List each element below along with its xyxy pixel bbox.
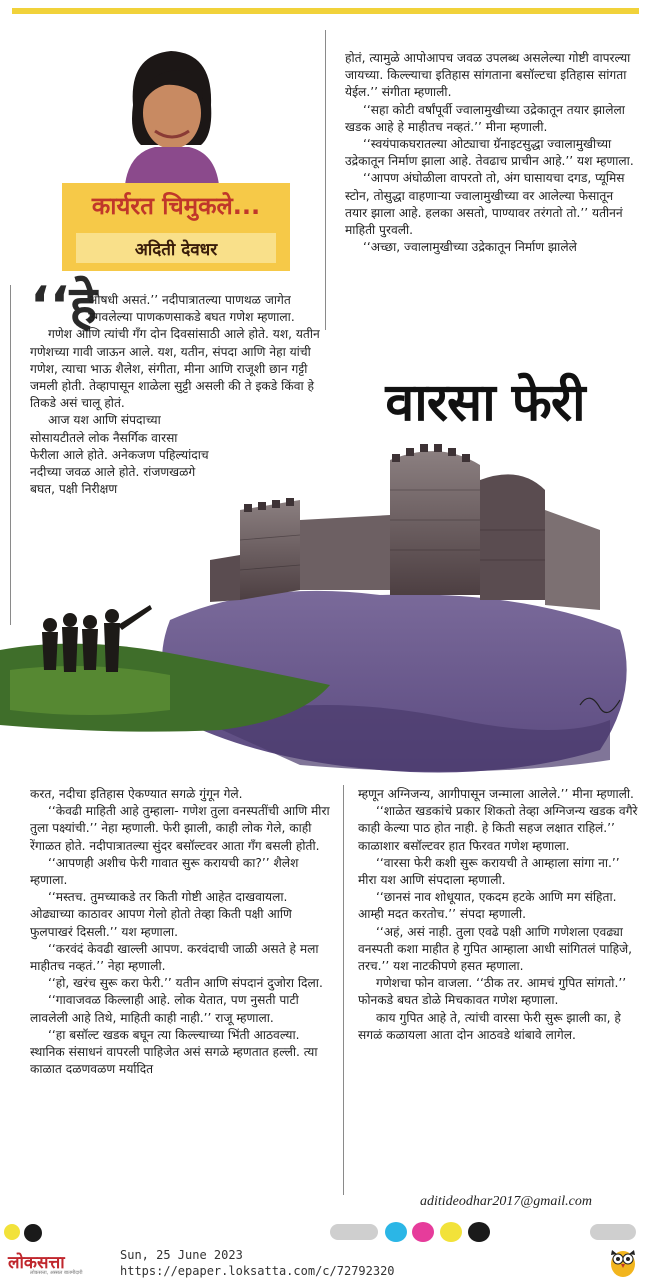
registration-dot: [590, 1224, 636, 1240]
registration-dot: [412, 1222, 434, 1242]
author-name: अदिती देवधर: [134, 240, 218, 260]
author-email: aditideodhar2017@gmail.com: [420, 1194, 592, 1209]
paragraph: आज यश आणि संपदाच्या सोसायटीतले लोक नैसर्गिक वारसा फेरीला आले होते. अनेकजण पहिल्यांदाच नदीच्या जवळ आले होते. रांजणखळगे बघत, पक्षी निरीक्षण: [30, 413, 209, 497]
article-column-4: [358, 786, 640, 1044]
registration-dot: [468, 1222, 490, 1242]
paragraph: ‘‘हा बसॉल्ट खडक बघून त्या किल्ल्याच्या भिंती आठवल्या. स्थानिक संसाधनं वापरली पाहिजेत असं सगळे म्हणतात हल्ली. त्या काळात दळणवळण मर्यादित: [30, 1027, 318, 1077]
column-divider: [343, 785, 344, 1195]
loksatta-logo: लोकसत्ता: [8, 1253, 65, 1272]
headline: वारसा फेरी: [385, 373, 585, 433]
paragraph: ‘‘आपण अंघोळीला वापरतो तो, अंग घासायचा दगड, प्यूमिस स्टोन, तोसुद्धा वाहणाऱ्या ज्वालामुखीच्या वर आलेल्या फेसातून तयार झाला आहे. हलका असतो, पाण्यावर तरंगतो तो.’’ यतीननं माहिती पुरवली.: [345, 171, 625, 238]
paragraph: म्हणून अग्निजन्य, आगीपासून जन्माला आलेले.’’ मीना म्हणाली.: [358, 787, 634, 801]
paragraph: ‘‘अच्छा, ज्वालामुखीच्या उद्रेकातून निर्माण झालेले: [363, 240, 577, 255]
epaper-url[interactable]: https://epaper.loksatta.com/c/72792320: [120, 1264, 395, 1278]
paragraph: ‘‘शाळेत खडकांचे प्रकार शिकतो तेव्हा अग्निजन्य खडक वगैरे काही केल्या पाठ होत नाही. हे किती सहज लक्षात राहिलं.’’ काळाशार बसॉल्टवर हात फिरवत गणेश म्हणाला.: [358, 804, 638, 853]
registration-dot: [385, 1222, 407, 1242]
registration-dot: [440, 1222, 462, 1242]
paragraph: ‘‘छानसं नाव शोधूयात, एकदम हटके आणि मग संहिता. आम्ही मदत करतोच.’’ संपदा म्हणाली.: [358, 890, 617, 922]
column-title: कार्यरत चिमुकले...: [91, 192, 261, 220]
paragraph: ‘‘हो, खरंच सुरू करा फेरी.’’ यतीन आणि संपदानं दुजोरा दिला.: [48, 976, 323, 991]
paragraph: ‘‘वारसा फेरी कशी सुरू करायची ते आम्हाला सांगा ना.’’ मीरा यश आणि संपदाला म्हणाली.: [358, 855, 620, 888]
fort-illustration: [0, 420, 645, 790]
author-bar: [76, 233, 276, 263]
paragraph: ‘‘आपणही अशीच फेरी गावात सुरू करायची का?’’ शैलेश म्हणाला.: [30, 855, 299, 888]
top-color-strip: [0, 0, 645, 18]
paragraph: गणेश आणि त्यांची गँग दोन दिवसांसाठी आले होते. यश, यतीन गणेशच्या गावी जाऊन आले. यश, यतीन, संपदा आणि नेहा यांची गणेश, त्याचा भाऊ शैलेश, संगीता, मीना आणि राजूशी छान गट्टी जमली होती. तेव्हापासून शाळेला सुट्टी असली की ते इकडे किंवा हे तिकडे असं चालू होतं.: [30, 327, 320, 411]
paragraph: ‘‘गावाजवळ किल्लाही आहे. लोक येतात, पण नुसती पाटी लावलेली आहे तिथे, माहिती काही नाही.’’ राजू म्हणाला.: [30, 993, 299, 1025]
logo-tagline: लोकसत्ता, अस्सल बातमीदारी: [30, 1270, 83, 1276]
paragraph: औषधी असतं.’’ नदीपात्रातल्या पाणथळ जागेत उगवलेल्या पाणकणसाकडे बघत गणेश म्हणाला.: [88, 293, 295, 325]
owl-icon: [608, 1244, 638, 1278]
paragraph: ‘‘करवंदं केवढी खाल्ली आपण. करवंदाची जाळी असते हे मला माहीतच नव्हतं.’’ नेहा म्हणाली.: [30, 941, 319, 974]
registration-dot: [330, 1224, 378, 1240]
article-column-3: [30, 786, 330, 1078]
paragraph: ‘‘केवढी माहिती आहे तुम्हाला- गणेश तुला वनस्पतींची आणि मीरा तुला पक्ष्यांची.’’ नेहा म्हणाली. फेरी झाली, काही लोक गेले, काही रेंगाळत होते. नदीपात्रातल्या सुंदर बसॉल्टवर आता गँग बसली होती.: [30, 804, 330, 853]
paragraph: ‘‘सहा कोटी वर्षांपूर्वी ज्वालामुखीच्या उद्रेकातून तयार झालेला खडक आहे हे माहीतच नव्हतं.’’ मीना म्हणाली.: [345, 102, 625, 134]
paragraph: ‘‘स्वयंपाकघरातल्या ओट्याचा ग्रॅनाइटसुद्धा ज्वालामुखीच्या उद्रेकातून निर्माण झाला आहे. तेवढाच प्राचीन आहे.’’ यश म्हणाला.: [345, 137, 634, 169]
paragraph: होतं, त्यामुळे आपोआपच जवळ उपलब्ध असलेल्या गोष्टी वापरल्या जायच्या. किल्ल्याचा इतिहास सांगताना बसॉल्टचा इतिहास सांगता येईल.’’ संगीता म्हणाली.: [345, 51, 631, 100]
registration-dot: [24, 1224, 42, 1242]
paragraph: काय गुपित आहे ते, त्यांची वारसा फेरी सुरू झाली का, हे सगळं कळायला आता दोन आठवडे थांबावे लागेल.: [358, 1010, 621, 1042]
article-column-2: [345, 50, 637, 256]
paragraph: करत, नदीचा इतिहास ऐकण्यात सगळे गुंगून गेले.: [30, 787, 243, 801]
paragraph: ‘‘मस्तच. तुमच्याकडे तर किती गोष्टी आहेत दाखवायला. ओढ्याच्या काठावर आपण गेलो होतो तेव्हा किती पक्षी आणि फुलपाखरं दिसली.’’ यश म्हणाला.: [30, 890, 292, 939]
column-header: [62, 183, 290, 271]
paragraph: गणेशचा फोन वाजला. ‘‘ठीक तर. आमचं गुपित सांगतो.’’ फोनकडे बघत डोळे मिचकावत गणेश म्हणाला.: [358, 976, 627, 1008]
paragraph: ‘‘अहं, असं नाही. तुला एवढे पक्षी आणि गणेशला एवढ्या वनस्पती कशा माहीत हे गुपित आम्हाला आधी सांगितलं पाहिजे, तरच.’’ यश नाटकीपणे हसत म्हणाला.: [358, 924, 633, 974]
registration-dot: [4, 1224, 20, 1240]
author-portrait: [115, 45, 227, 185]
dropcap: ‘‘हे: [30, 276, 98, 336]
column-divider: [325, 30, 326, 330]
edition-date: Sun, 25 June 2023: [120, 1248, 243, 1262]
